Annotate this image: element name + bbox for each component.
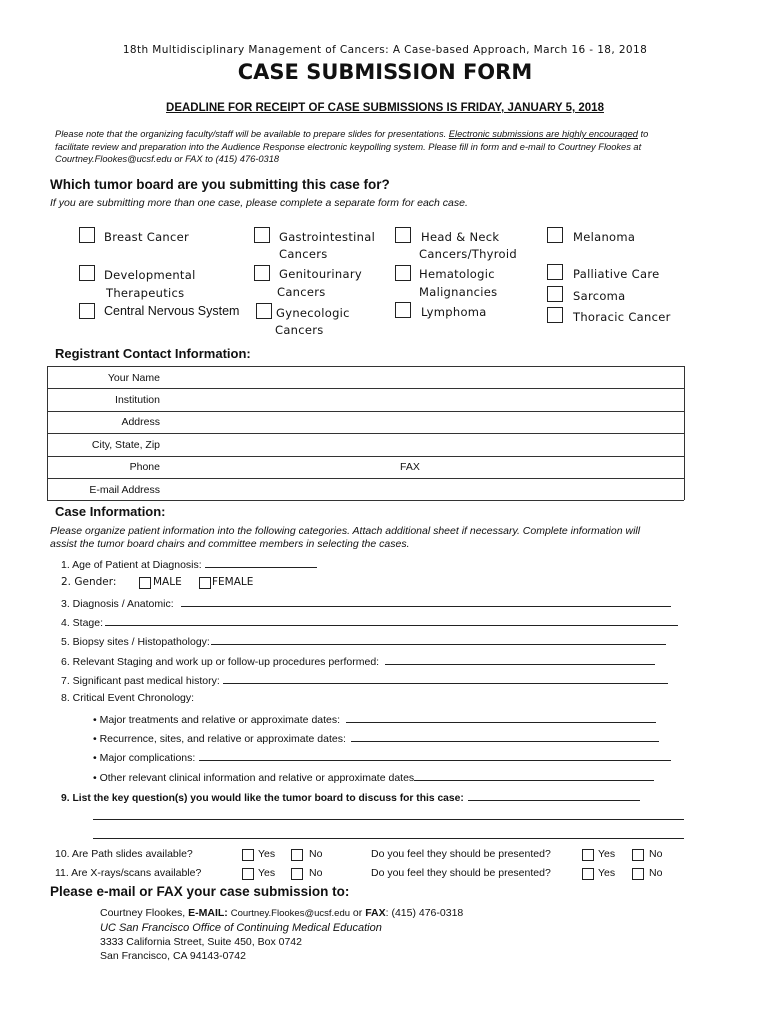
label-gynecologic-1: Gynecologic (276, 306, 350, 320)
checkbox-q11-yes[interactable] (242, 868, 254, 880)
institution-label: Institution (47, 389, 160, 411)
checkbox-genitourinary[interactable] (254, 265, 270, 281)
contact-street: 3333 California Street, Suite 450, Box 0742 (100, 936, 302, 948)
address-label: Address (47, 411, 160, 433)
label-sarcoma: Sarcoma (573, 289, 626, 303)
q10-path-slides: 10. Are Path slides available? (55, 848, 193, 860)
intro-note: Please note that the organizing faculty/staff will be available to prepare slides for presentations. Electronic submissions are highly encouraged to facilitate review and preparation into the Audience Response electronic keypolling system. Please fill in form and e-mail to Courtney Flookes at Courtney.Flookes@ucsf.edu or FAX to (415) 476-0318 (55, 129, 649, 164)
label-palliative-care: Palliative Care (573, 267, 660, 281)
checkbox-male[interactable] (139, 577, 151, 589)
q5-biopsy[interactable]: 5. Biopsy sites / Histopathology: (61, 634, 666, 648)
checkbox-melanoma[interactable] (547, 227, 563, 243)
your-name-label: Your Name (47, 367, 160, 389)
phone-label: Phone (47, 456, 160, 478)
label-central-nervous-system: Central Nervous System (104, 304, 240, 318)
row-email[interactable] (47, 478, 684, 500)
city-label: City, State, Zip (47, 434, 160, 456)
row-institution[interactable] (47, 389, 684, 411)
bullet-complications[interactable]: • Major complications: (93, 750, 671, 764)
label-breast-cancer: Breast Cancer (104, 230, 190, 244)
row-phone[interactable] (47, 456, 684, 478)
checkbox-sarcoma[interactable] (547, 286, 563, 302)
checkbox-palliative-care[interactable] (547, 264, 563, 280)
checkbox-q11-presented-yes[interactable] (582, 868, 594, 880)
page-title: CASE SUBMISSION FORM (237, 60, 533, 84)
checkbox-thoracic-cancer[interactable] (547, 307, 563, 323)
label-developmental-therapeutics-2: Therapeutics (106, 286, 185, 300)
checkbox-female[interactable] (199, 577, 211, 589)
email-label: E-mail Address (47, 478, 160, 500)
checkbox-q10-no[interactable] (291, 849, 303, 861)
label-gastrointestinal-1: Gastrointestinal (279, 230, 376, 244)
contact-line: Courtney Flookes, E-MAIL: Courtney.Flookes@ucsf.edu or FAX: (415) 476-0318 (100, 907, 464, 919)
bullet-treatments[interactable]: • Major treatments and relative or approximate dates: (93, 712, 656, 726)
label-gynecologic-2: Cancers (275, 323, 324, 337)
label-genitourinary-1: Genitourinary (279, 267, 362, 281)
checkbox-q10-presented-yes[interactable] (582, 849, 594, 861)
fax-label: FAX (400, 456, 684, 478)
checkbox-gynecologic[interactable] (256, 303, 272, 319)
checkbox-breast-cancer[interactable] (79, 227, 95, 243)
label-q11-no: No (309, 867, 323, 879)
q8-chronology: 8. Critical Event Chronology: (61, 692, 195, 704)
q11-xrays: 11. Are X-rays/scans available? (55, 867, 202, 879)
label-gastrointestinal-2: Cancers (279, 247, 328, 261)
label-male: MALE (153, 576, 182, 588)
label-q10-no: No (309, 848, 323, 860)
q9-answer-line-1[interactable] (93, 819, 684, 820)
checkbox-q10-yes[interactable] (242, 849, 254, 861)
checkbox-q10-presented-no[interactable] (632, 849, 644, 861)
q3-diagnosis[interactable]: 3. Diagnosis / Anatomic: (61, 596, 671, 610)
label-head-neck-1: Head & Neck (421, 230, 500, 244)
contact-email-link[interactable]: Courtney.Flookes@ucsf.edu (230, 908, 351, 919)
checkbox-q11-presented-no[interactable] (632, 868, 644, 880)
tumor-board-question: Which tumor board are you submitting this case for? (50, 177, 390, 192)
label-q11-yes: Yes (258, 867, 276, 879)
registrant-table-right-border (684, 366, 685, 500)
q9-answer-line-2[interactable] (93, 838, 684, 839)
q1-age[interactable]: 1. Age of Patient at Diagnosis: (61, 557, 317, 571)
label-melanoma: Melanoma (573, 230, 636, 244)
q6-staging[interactable]: 6. Relevant Staging and work up or follow-up procedures performed: (61, 654, 655, 668)
row-city[interactable] (47, 434, 684, 456)
contact-office: UC San Francisco Office of Continuing Medical Education (100, 922, 382, 934)
checkbox-developmental-therapeutics[interactable] (79, 265, 95, 281)
q2-gender: 2. Gender: (61, 576, 117, 588)
label-q10-presented-yes: Yes (598, 848, 616, 860)
q11-presented: Do you feel they should be presented? (371, 867, 551, 879)
submission-heading: Please e-mail or FAX your case submission to: (50, 884, 350, 899)
label-lymphoma: Lymphoma (421, 305, 487, 319)
deadline-notice: DEADLINE FOR RECEIPT OF CASE SUBMISSIONS IS FRIDAY, JANUARY 5, 2018 (166, 102, 604, 114)
row-your-name[interactable] (47, 367, 684, 389)
q4-stage[interactable]: 4. Stage: (61, 615, 678, 629)
case-info-heading: Case Information: (55, 504, 166, 519)
label-q11-presented-yes: Yes (598, 867, 616, 879)
label-hematologic-2: Malignancies (419, 285, 498, 299)
checkbox-lymphoma[interactable] (395, 302, 411, 318)
bullet-other[interactable]: • Other relevant clinical information and relative or approximate dates (93, 770, 654, 784)
label-genitourinary-2: Cancers (277, 285, 326, 299)
registrant-table (47, 366, 684, 501)
label-hematologic-1: Hematologic (419, 267, 495, 281)
q7-history[interactable]: 7. Significant past medical history: (61, 673, 668, 687)
registrant-heading: Registrant Contact Information: (55, 346, 251, 361)
row-address[interactable] (47, 411, 684, 433)
checkbox-central-nervous-system[interactable] (79, 303, 95, 319)
checkbox-gastrointestinal[interactable] (254, 227, 270, 243)
checkbox-hematologic[interactable] (395, 265, 411, 281)
checkbox-head-neck[interactable] (395, 227, 411, 243)
label-q10-presented-no: No (649, 848, 663, 860)
q10-presented: Do you feel they should be presented? (371, 848, 551, 860)
case-info-note: Please organize patient information into the following categories. Attach additional sheet if necessary. Complete information will assist the tumor board chairs and committee members in selecting the cases. (50, 525, 641, 550)
contact-city: San Francisco, CA 94143-0742 (100, 950, 246, 962)
q9-key-questions[interactable]: 9. List the key question(s) you would like the tumor board to discuss for this case: (61, 790, 640, 804)
label-q11-presented-no: No (649, 867, 663, 879)
tumor-board-note: If you are submitting more than one case, please complete a separate form for each case. (50, 197, 468, 209)
bullet-recurrence[interactable]: • Recurrence, sites, and relative or approximate dates: (93, 731, 659, 745)
label-thoracic-cancer: Thoracic Cancer (573, 310, 671, 324)
label-female: FEMALE (212, 576, 254, 588)
label-head-neck-2: Cancers/Thyroid (419, 247, 517, 261)
submission-contact (100, 906, 463, 963)
label-developmental-therapeutics-1: Developmental (104, 268, 196, 282)
checkbox-q11-no[interactable] (291, 868, 303, 880)
label-q10-yes: Yes (258, 848, 276, 860)
conference-title: 18th Multidisciplinary Management of Cancers: A Case-based Approach, March 16 - 18, 2018 (122, 44, 648, 56)
